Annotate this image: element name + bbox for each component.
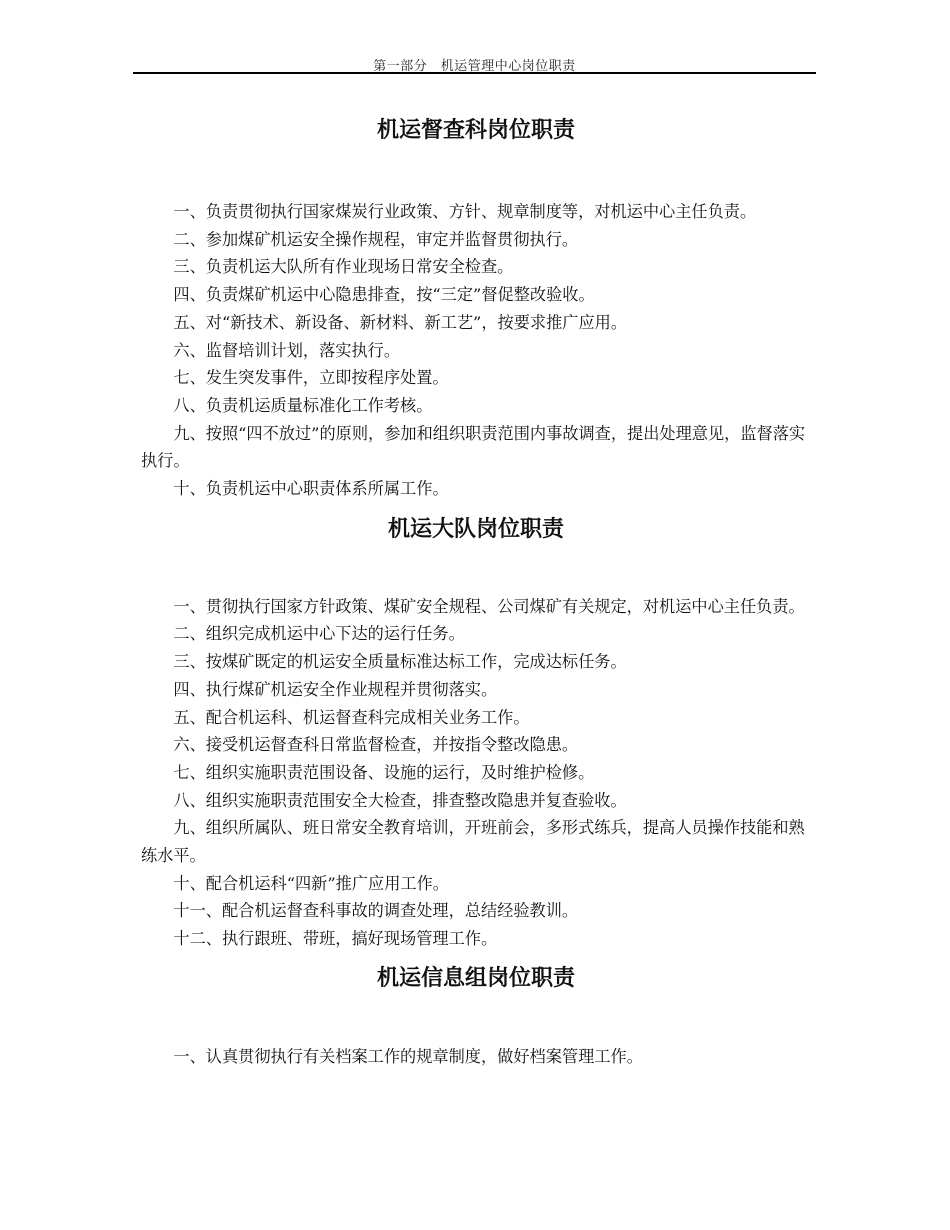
duty-item: 三、按煤矿既定的机运安全质量标准达标工作，完成达标任务。 <box>173 652 627 672</box>
duty-item: 十、负责机运中心职责体系所属工作。 <box>173 479 449 499</box>
duty-item: 二、组织完成机运中心下达的运行任务。 <box>173 624 465 644</box>
duty-item: 一、贯彻执行国家方针政策、煤矿安全规程、公司煤矿有关规定，对机运中心主任负责。 <box>173 596 805 616</box>
duty-item: 八、组织实施职责范围安全大检查，排查整改隐患并复查验收。 <box>173 790 627 810</box>
duty-item: 四、执行煤矿机运安全作业规程并贯彻落实。 <box>173 679 498 699</box>
duty-item: 一、认真贯彻执行有关档案工作的规章制度，做好档案管理工作。 <box>173 1046 643 1066</box>
duty-item: 六、接受机运督查科日常监督检查，并按指令整改隐患。 <box>173 735 579 755</box>
duty-item: 四、负责煤矿机运中心隐患排查，按“三定”督促整改验收。 <box>173 285 595 305</box>
section-title: 机运大队岗位职责 <box>387 515 564 542</box>
duty-item: 十一、配合机运督查科事故的调查处理，总结经验教训。 <box>173 901 579 921</box>
duty-item: 九、按照“四不放过”的原则，参加和组织职责范围内事故调查，提出处理意见，监督落实执行。 <box>141 423 806 471</box>
duty-item: 十二、执行跟班、带班，搞好现场管理工作。 <box>173 929 498 949</box>
document-body <box>141 110 811 1071</box>
duty-item: 八、负责机运质量标准化工作考核。 <box>173 395 433 415</box>
duty-item: 五、配合机运科、机运督查科完成相关业务工作。 <box>173 707 530 727</box>
duty-item: 一、负责贯彻执行国家煤炭行业政策、方针、规章制度等，对机运中心主任负责。 <box>173 202 757 221</box>
section-title: 机运督查科岗位职责 <box>376 117 575 143</box>
duty-list <box>141 198 811 503</box>
duty-item: 十、配合机运科“四新”推广应用工作。 <box>173 873 449 893</box>
duty-item: 六、监督培训计划，落实执行。 <box>173 340 401 360</box>
section-title: 机运信息组岗位职责 <box>376 964 575 991</box>
duty-list <box>141 1043 811 1071</box>
duty-item: 二、参加煤矿机运安全操作规程，审定并监督贯彻执行。 <box>173 229 579 249</box>
section-jiyun-dadui <box>141 509 811 953</box>
duty-list <box>141 593 811 953</box>
duty-item: 七、发生突发事件，立即按程序处置。 <box>173 368 449 388</box>
section-jiyun-xinxi <box>141 958 811 1071</box>
duty-item: 五、对“新技术、新设备、新材料、新工艺”，按要求推广应用。 <box>173 312 628 332</box>
page-header: 第一部分 机运管理中心岗位职责 <box>373 59 576 74</box>
duty-item: 七、组织实施职责范围设备、设施的运行，及时维护检修。 <box>173 762 595 782</box>
header-rule <box>133 72 816 74</box>
section-jiyun-ducha <box>141 110 811 503</box>
duty-item: 九、组织所属队、班日常安全教育培训，开班前会，多形式练兵，提高人员操作技能和熟练水平。 <box>141 818 805 866</box>
duty-item: 三、负责机运大队所有作业现场日常安全检查。 <box>173 257 514 277</box>
